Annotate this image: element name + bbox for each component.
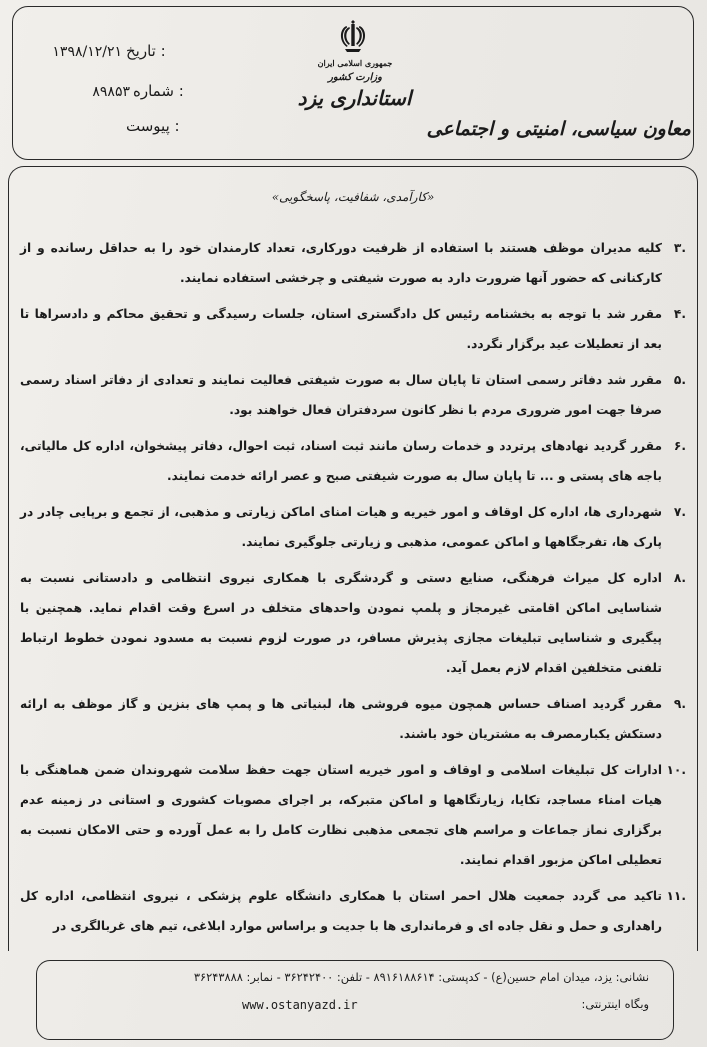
item-text: تاکید می گردد جمعیت هلال احمر استان با همکاری دانشگاه علوم پزشکی ، نیروی انتظامی، اداره کل راهداری و حمل و نقل جاده ای و فرمانداری ها با جدیت و براساس موارد ابلاغی، تیم های غربالگری در [20, 889, 662, 933]
item-number: .۴ [673, 307, 686, 321]
motto: «کارآمدی، شفافیت، پاسخگویی» [271, 190, 435, 204]
iran-emblem-icon [336, 20, 370, 54]
list-item [20, 689, 686, 749]
list-item [20, 881, 686, 941]
items-list [20, 233, 686, 941]
item-text: مقرر گردید نهادهای پرتردد و خدمات رسان مانند ثبت اسناد، ثبت احوال، دفاتر پیشخوان، اداره کل مالیاتی، باجه های پستی و ... تا پایان سال به صورت شیفتی صبح و عصر ارائه خدمت نمایند. [20, 439, 662, 483]
item-text: کلیه مدیران موظف هستند با استفاده از ظرفیت دورکاری، تعداد کارمندان خود را به حداقل رسانده و از کارکنانی که حضور آنها ضرورت دارد به صورت شیفتی و چرخشی استفاده نمایند. [20, 241, 662, 285]
motto-text: کارآمدی، شفافیت، پاسخگویی [279, 190, 427, 204]
item-number: .۸ [673, 571, 686, 585]
list-item [20, 497, 686, 557]
item-number: .۹ [673, 697, 686, 711]
footer-website-link[interactable]: www.ostanyazd.ir [242, 998, 358, 1012]
item-text: ادارات کل تبلیغات اسلامی و اوقاف و امور خیریه استان جهت حفظ سلامت شهروندان ضمن هماهنگی با هیات امناء مساجد، تکایا، زیارتگاهها و اماکن متبرکه، بر اجرای مصوبات کشوری و استانی در زمینه عدم برگزاری نماز جماعات و مراسم های تجمعی مذهبی نظارت کامل را به عمل آورده و حتی الامکان نسبت به تعطیلی اماکن مزبور اقدام نمایند. [20, 763, 662, 867]
number-label: شماره : [133, 82, 184, 100]
item-number: .۳ [673, 241, 686, 255]
list-item [20, 431, 686, 491]
list-item [20, 563, 686, 683]
list-item [20, 365, 686, 425]
governorate-name: استانداری یزد [297, 86, 412, 110]
item-number: .۱۱ [666, 889, 686, 903]
list-item [20, 233, 686, 293]
item-number: .۷ [673, 505, 686, 519]
item-number: .۵ [673, 373, 686, 387]
item-text: اداره کل میراث فرهنگی، صنایع دستی و گردشگری با همکاری نیروی انتظامی و دادستانی نسبت به شناسایی اماکن اقامتی غیرمجاز و پلمپ نمودن واحدهای متخلف در اسرع وقت اقدام نماید. همچنین با پیگیری و شناسایی تبلیغات مجازی پذیرش مسافر، در صورت لزوم نسبت به مسدود نمودن خطوط ارتباط تلفنی متخلفین اقدام لازم بعمل آید. [20, 571, 662, 675]
attachment-label: پیوست : [126, 117, 180, 135]
republic-name: جمهوری اسلامی ایران [317, 58, 393, 68]
item-text: مقرر شد دفاتر رسمی استان تا پایان سال به صورت شیفتی فعالیت نمایند و تعدادی از دفاتر اسناد رسمی صرفا جهت امور ضروری مردم با نظر کانون سردفتران فعال خواهند بود. [20, 373, 662, 417]
item-text: مقرر شد با توجه به بخشنامه رئیس کل دادگستری استان، جلسات رسیدگی و تحقیق محاکم و دادسراها تا بعد از تعطیلات عید برگزار نگردد. [20, 307, 662, 351]
list-item [20, 299, 686, 359]
footer-address: نشانی: یزد، میدان امام حسین(ع) - کدپستی: ۸۹۱۶۱۸۸۶۱۴ - تلفن: ۳۶۲۴۲۴۰۰ - نمابر: ۳۶۲۴۳۸۸۸ [193, 970, 649, 984]
date-label: تاریخ : [126, 42, 166, 60]
list-item [20, 755, 686, 875]
date-value: ۱۳۹۸/۱۲/۲۱ [52, 44, 122, 60]
deputy-title: معاون سیاسی، امنیتی و اجتماعی [426, 118, 691, 140]
item-text: مقرر گردید اصناف حساس همچون میوه فروشی ها، لبنیاتی ها و پمپ های بنزین و گاز موظف به ارائه دستکش یکبارمصرف به مشتریان خود باشند. [20, 697, 662, 741]
item-number: .۱۰ [666, 763, 686, 777]
item-number: .۶ [673, 439, 686, 453]
ministry-name: وزارت کشور [328, 72, 382, 83]
number-value: ۸۹۸۵۳ [92, 84, 130, 100]
footer-website-label: وبگاه اینترنتی: [581, 997, 649, 1011]
item-text: شهرداری ها، اداره کل اوقاف و امور خیریه و هیات امنای اماکن زیارتی و مذهبی، از تجمع و برپایی چادر در پارک ها، تفرجگاهها و اماکن عمومی، مذهبی و زیارتی جلوگیری نمایند. [20, 505, 662, 549]
